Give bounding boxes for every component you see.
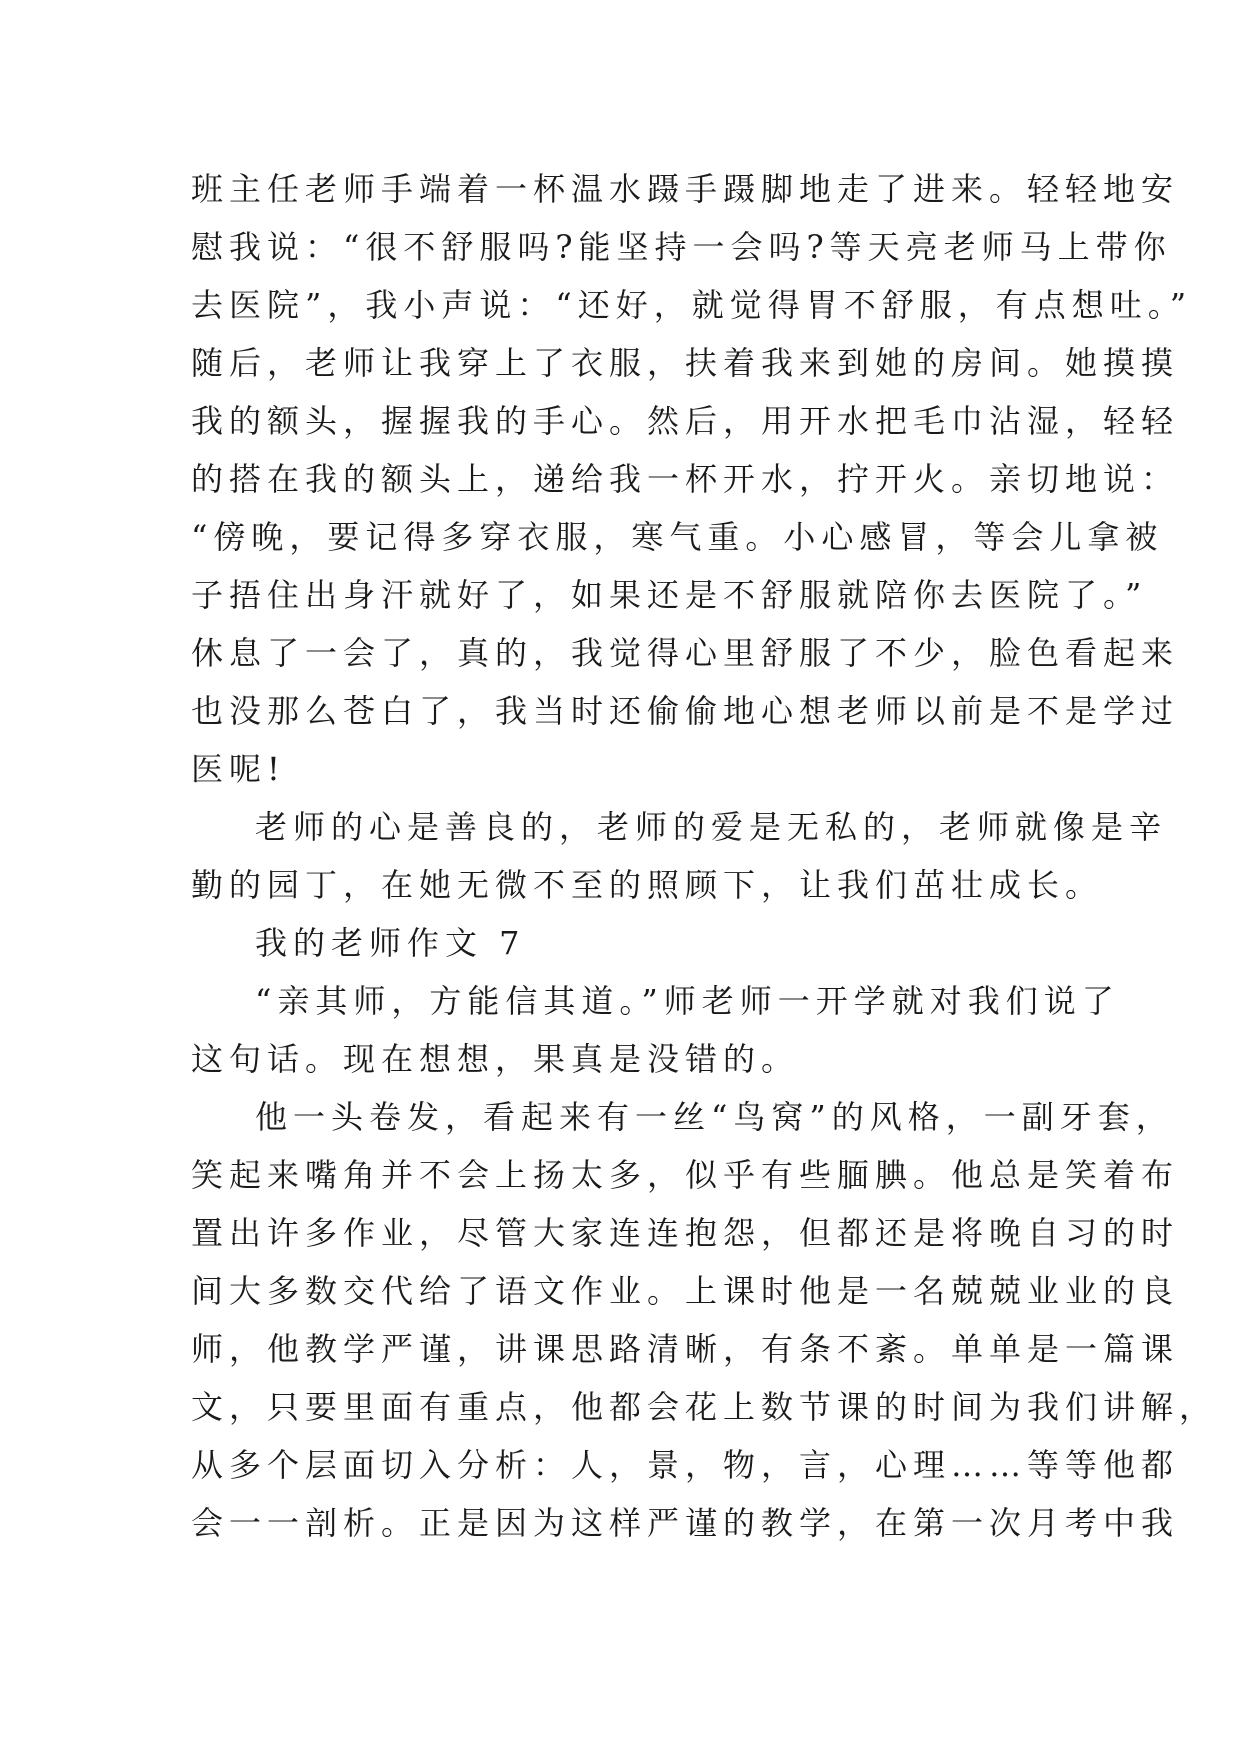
text-line: 我的额头，握握我的手心。然后，用开水把毛巾沾湿，轻轻 <box>191 402 1180 440</box>
text-line: 他一头卷发，看起来有一丝“鸟窝”的风格，一副牙套， <box>255 1098 1174 1136</box>
text-line: 间大多数交代给了语文作业。上课时他是一名兢兢业业的良 <box>191 1272 1180 1310</box>
text-line: 这句话。现在想想，果真是没错的。 <box>191 1040 800 1078</box>
text-line: 老师的心是善良的，老师的爱是无私的，老师就像是辛 <box>255 808 1168 846</box>
text-line: 的搭在我的额头上，递给我一杯开水，拧开火。亲切地说： <box>191 460 1180 498</box>
text-line: 会一一剖析。正是因为这样严谨的教学，在第一次月考中我 <box>191 1504 1180 1542</box>
section-heading: 我的老师作文 7 <box>255 924 526 962</box>
text-line: “亲其师，方能信其道。”师老师一开学就对我们说了 <box>255 982 1120 1020</box>
text-line: “傍晚，要记得多穿衣服，寒气重。小心感冒，等会儿拿被 <box>191 518 1164 556</box>
text-line: 慰我说：“很不舒服吗?能坚持一会吗?等天亮老师马上带你 <box>191 228 1172 266</box>
text-line: 从多个层面切入分析：人，景，物，言，心理……等等他都 <box>191 1446 1180 1484</box>
text-line: 勤的园丁，在她无微不至的照顾下，让我们茁壮成长。 <box>191 866 1104 904</box>
document-body <box>191 160 1218 1552</box>
text-line: 也没那么苍白了，我当时还偷偷地心想老师以前是不是学过 <box>191 692 1180 730</box>
text-line: 班主任老师手端着一杯温水蹑手蹑脚地走了进来。轻轻地安 <box>191 170 1180 208</box>
text-line: 随后，老师让我穿上了衣服，扶着我来到她的房间。她摸摸 <box>191 344 1180 382</box>
text-line: 去医院”，我小声说：“还好，就觉得胃不舒服，有点想吐。” <box>191 286 1193 324</box>
text-line: 子捂住出身汗就好了，如果还是不舒服就陪你去医院了。” <box>191 576 1148 614</box>
text-line: 置出许多作业，尽管大家连连抱怨，但都还是将晚自习的时 <box>191 1214 1180 1252</box>
text-line: 师，他教学严谨，讲课思路清晰，有条不紊。单单是一篇课 <box>191 1330 1180 1368</box>
text-line: 笑起来嘴角并不会上扬太多，似乎有些腼腆。他总是笑着布 <box>191 1156 1180 1194</box>
text-line: 休息了一会了，真的，我觉得心里舒服了不少，脸色看起来 <box>191 634 1180 672</box>
text-line: 文，只要里面有重点，他都会花上数节课的时间为我们讲解， <box>191 1388 1218 1426</box>
text-line: 医呢! <box>191 750 286 788</box>
